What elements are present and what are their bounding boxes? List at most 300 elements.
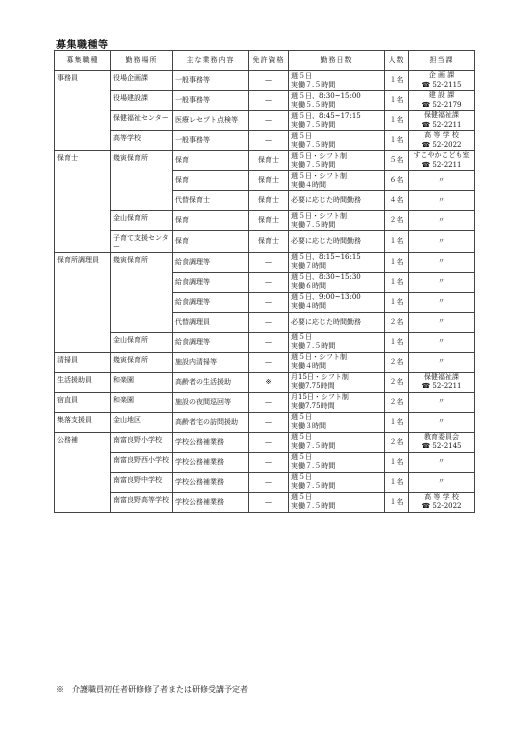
count-cell-line: １名 <box>389 236 404 245</box>
qualification-cell-line: — <box>265 357 272 366</box>
days-cell-line: 実働４時間 <box>291 302 326 310</box>
work-cell <box>173 312 249 332</box>
contact-cell <box>409 191 475 211</box>
table-row <box>55 392 475 412</box>
count-cell <box>385 91 409 111</box>
table-row <box>55 492 475 512</box>
work-cell-line: 一般事務等 <box>175 96 210 105</box>
contact-cell <box>409 231 475 253</box>
work-cell <box>173 91 249 111</box>
work-cell <box>173 151 249 171</box>
contact-cell-line: ☎ 52-2211 <box>421 120 462 129</box>
contact-cell-line: ☎ 52-2211 <box>421 160 462 169</box>
job-cell-line: 宿直員 <box>57 395 78 404</box>
work-cell <box>173 171 249 191</box>
header-days: 勤務日数 <box>289 51 385 71</box>
count-cell <box>385 312 409 332</box>
days-cell <box>289 91 385 111</box>
count-cell <box>385 171 409 191</box>
place-cell-line: 幾寅保育所 <box>113 255 148 264</box>
qualification-cell-line: ※ <box>265 377 272 386</box>
days-cell <box>289 412 385 432</box>
days-cell <box>289 372 385 392</box>
work-cell-line: 給食調理等 <box>175 277 210 286</box>
page-title: 募集職種等 <box>56 40 109 51</box>
place-cell <box>111 472 173 492</box>
place-cell <box>111 432 173 452</box>
work-cell-line: 学校公務補業務 <box>175 477 224 486</box>
work-cell <box>173 352 249 372</box>
contact-cell-line: 〃 <box>438 236 445 245</box>
header-count: 人数 <box>385 51 409 71</box>
job-cell <box>55 71 111 151</box>
count-cell <box>385 111 409 131</box>
header-job: 募集職種 <box>55 51 111 71</box>
place-cell <box>111 231 173 253</box>
qualification-cell-line: — <box>265 457 272 466</box>
days-cell-line: 週５日 <box>291 333 312 342</box>
contact-cell <box>409 71 475 91</box>
contact-cell <box>409 171 475 191</box>
qualification-cell-line: — <box>265 257 272 266</box>
days-cell-line: 週５日・シフト制 <box>291 151 347 160</box>
work-cell <box>173 252 249 272</box>
contact-cell <box>409 472 475 492</box>
days-cell-line: 週５日 <box>291 413 312 422</box>
days-cell-line: 実働４時間 <box>291 362 326 370</box>
qualification-cell-line: 保育士 <box>258 236 279 245</box>
work-cell-line: 代替保育士 <box>175 196 210 205</box>
table-row <box>55 372 475 392</box>
place-cell <box>111 332 173 352</box>
count-cell <box>385 492 409 512</box>
contact-cell-line: 教育委員会 <box>424 432 459 441</box>
job-cell <box>55 412 111 432</box>
work-cell-line: 医療レセプト点検等 <box>175 116 238 125</box>
count-cell-line: １名 <box>389 116 404 125</box>
place-cell-line: 役場企画課 <box>113 74 148 82</box>
days-cell-line: 実働7.75時間 <box>291 402 335 410</box>
work-cell-line: 学校公務補業務 <box>175 497 224 506</box>
days-cell <box>289 171 385 191</box>
count-cell-line: １名 <box>389 477 404 486</box>
place-cell <box>111 91 173 111</box>
count-cell <box>385 272 409 292</box>
qualification-cell-line: 保育士 <box>258 216 279 225</box>
work-cell-line: 一般事務等 <box>175 76 210 85</box>
count-cell <box>385 412 409 432</box>
contact-cell-line: 〃 <box>438 297 445 306</box>
days-cell-line: 実働７.５時間 <box>291 140 336 149</box>
count-cell <box>385 252 409 272</box>
table-row <box>55 111 475 131</box>
count-cell <box>385 211 409 231</box>
work-cell-line: 給食調理等 <box>175 257 210 266</box>
days-cell-line: 週５日 <box>291 493 312 502</box>
days-cell <box>289 352 385 372</box>
place-cell-line: 金山保育所 <box>113 214 148 222</box>
days-cell-line: 実働７.５時間 <box>291 502 336 510</box>
days-cell <box>289 272 385 292</box>
job-cell-line: 公務補 <box>57 435 78 444</box>
days-cell-line: 週５日 <box>291 131 312 140</box>
table-row <box>55 211 475 231</box>
work-cell <box>173 131 249 151</box>
qualification-cell <box>249 231 289 253</box>
days-cell <box>289 472 385 492</box>
work-cell-line: 学校公務補業務 <box>175 457 224 466</box>
days-cell-line: 実働７.５時間 <box>291 342 336 350</box>
work-cell-line: 高齢者宅の訪問援助 <box>175 417 238 426</box>
place-cell-line: 南富良野小学校 <box>113 435 162 444</box>
days-cell-line: 週５日・シフト制 <box>291 171 347 180</box>
qualification-cell <box>249 151 289 171</box>
qualification-cell-line: 保育士 <box>258 156 279 165</box>
header-place: 勤務場所 <box>111 51 173 71</box>
contact-cell <box>409 111 475 131</box>
place-cell-line: 保健福祉センター <box>113 114 169 122</box>
days-cell-line: 実働７.５時間 <box>291 462 336 470</box>
qualification-cell <box>249 452 289 472</box>
work-cell <box>173 432 249 452</box>
qualification-cell-line: — <box>265 277 272 286</box>
days-cell-line: 実働７.５時間 <box>291 482 336 490</box>
days-cell-line: 週５日 <box>291 71 312 80</box>
days-cell-line: 週５日、8:15~16:15 <box>291 253 361 262</box>
header-work: 主な業務内容 <box>173 51 249 71</box>
place-cell-line: 幾寅保育所 <box>113 154 148 162</box>
contact-cell-line: 〃 <box>438 357 445 366</box>
job-cell-line: 保育士 <box>57 154 78 162</box>
work-cell-line: 施設内清掃等 <box>175 357 217 366</box>
count-cell-line: ２名 <box>389 216 404 225</box>
count-cell <box>385 472 409 492</box>
work-cell <box>173 472 249 492</box>
count-cell-line: ２名 <box>389 317 404 326</box>
days-cell <box>289 191 385 211</box>
work-cell <box>173 392 249 412</box>
place-cell-line: 南富良野中学校 <box>113 475 162 484</box>
job-cell-line: 事務員 <box>57 74 78 82</box>
table-row <box>55 432 475 452</box>
work-cell <box>173 332 249 352</box>
qualification-cell-line: — <box>265 397 272 406</box>
contact-cell <box>409 332 475 352</box>
contact-cell <box>409 131 475 151</box>
contact-cell-line: 〃 <box>438 477 445 486</box>
work-cell <box>173 191 249 211</box>
qualification-cell <box>249 91 289 111</box>
qualification-cell-line: — <box>265 417 272 426</box>
job-cell-line: 生活援助員 <box>57 375 92 384</box>
contact-cell-line: ☎ 52-2179 <box>421 100 462 109</box>
days-cell <box>289 111 385 131</box>
job-cell <box>55 252 111 352</box>
contact-cell-line: 〃 <box>438 277 445 286</box>
work-cell-line: 高齢者の生活援助 <box>175 377 231 386</box>
days-cell-line: 週５日、8:30~15:00 <box>291 91 361 100</box>
table-row <box>55 131 475 151</box>
days-cell-line: 週５日、8:30~15:30 <box>291 273 361 282</box>
contact-cell-line: ☎ 52-2022 <box>421 140 462 149</box>
count-cell <box>385 71 409 91</box>
qualification-cell <box>249 412 289 432</box>
work-cell-line: 給食調理等 <box>175 337 210 346</box>
contact-cell-line: ☎ 52-2211 <box>421 382 462 390</box>
table-row <box>55 352 475 372</box>
qualification-cell-line: — <box>265 96 272 105</box>
contact-cell-line: 高 等 学 校 <box>424 492 459 501</box>
days-cell-line: 必要に応じた時間勤務 <box>291 236 361 245</box>
contact-cell <box>409 392 475 412</box>
place-cell <box>111 452 173 472</box>
days-cell <box>289 211 385 231</box>
place-cell-line: 南富良野西小学校 <box>113 455 169 464</box>
days-cell-line: 週５日 <box>291 433 312 442</box>
place-cell <box>111 392 173 412</box>
header-contact: 担当課 <box>409 51 475 71</box>
count-cell <box>385 131 409 151</box>
qualification-cell-line: — <box>265 337 272 346</box>
table-row <box>55 472 475 492</box>
days-cell-line: 月15日・シフト制 <box>291 373 349 382</box>
table-row <box>55 151 475 171</box>
count-cell-line: ２名 <box>389 437 404 446</box>
table-row <box>55 452 475 472</box>
contact-cell-line: 保健福祉課 <box>424 111 459 120</box>
count-cell <box>385 432 409 452</box>
contact-cell-line: 〃 <box>438 195 445 204</box>
contact-cell-line: 〃 <box>438 175 445 184</box>
contact-cell <box>409 272 475 292</box>
count-cell <box>385 231 409 253</box>
job-cell-line: 清掃員 <box>57 355 78 364</box>
job-cell-line: 保育所調理員 <box>57 255 99 264</box>
qualification-cell-line: — <box>265 136 272 145</box>
contact-cell <box>409 252 475 272</box>
contact-cell-line: 〃 <box>438 457 445 466</box>
place-cell <box>111 111 173 131</box>
qualification-cell <box>249 171 289 191</box>
place-cell <box>111 352 173 372</box>
days-cell-line: 実働７.５時間 <box>291 120 336 129</box>
days-cell-line: 週５日 <box>291 453 312 462</box>
count-cell <box>385 352 409 372</box>
qualification-cell <box>249 332 289 352</box>
qualification-cell-line: — <box>265 76 272 85</box>
count-cell-line: １名 <box>389 257 404 266</box>
work-cell <box>173 111 249 131</box>
count-cell-line: ２名 <box>389 397 404 406</box>
qualification-cell-line: — <box>265 437 272 446</box>
job-cell <box>55 151 111 253</box>
qualification-cell <box>249 71 289 91</box>
count-cell-line: １名 <box>389 277 404 286</box>
qualification-cell <box>249 492 289 512</box>
count-cell-line: １名 <box>389 136 404 145</box>
work-cell-line: 一般事務等 <box>175 136 210 145</box>
contact-cell <box>409 211 475 231</box>
days-cell <box>289 392 385 412</box>
work-cell <box>173 292 249 312</box>
count-cell-line: ４名 <box>389 196 404 205</box>
days-cell-line: 週５日 <box>291 473 312 482</box>
contact-cell-line: 保健福祉課 <box>424 372 459 381</box>
contact-cell <box>409 91 475 111</box>
count-cell <box>385 392 409 412</box>
recruitment-table <box>54 50 475 513</box>
table-header-row <box>55 51 475 71</box>
work-cell <box>173 452 249 472</box>
work-cell <box>173 372 249 392</box>
contact-cell <box>409 151 475 171</box>
qualification-cell-line: — <box>265 317 272 326</box>
contact-cell-line: 〃 <box>438 317 445 326</box>
work-cell-line: 施設の夜間巡回等 <box>175 397 231 406</box>
days-cell-line: 実働7.75時間 <box>291 382 335 390</box>
qualification-cell <box>249 292 289 312</box>
place-cell <box>111 211 173 231</box>
days-cell <box>289 452 385 472</box>
contact-cell <box>409 412 475 432</box>
qualification-cell <box>249 252 289 272</box>
count-cell-line: ２名 <box>389 377 404 386</box>
place-cell-line: 和楽園 <box>113 375 134 384</box>
place-cell-line: 高等学校 <box>113 134 141 142</box>
days-cell <box>289 332 385 352</box>
place-cell <box>111 131 173 151</box>
contact-cell-line: 企 画 課 <box>428 71 455 80</box>
days-cell-line: 実働５.５時間 <box>291 100 336 109</box>
work-cell <box>173 71 249 91</box>
contact-cell-line: 〃 <box>438 215 445 224</box>
contact-cell-line: すこやかこども室 <box>413 151 470 160</box>
contact-cell <box>409 352 475 372</box>
qualification-cell-line: — <box>265 497 272 506</box>
count-cell <box>385 332 409 352</box>
contact-cell-line: 建 設 課 <box>428 91 455 100</box>
days-cell-line: 月15日・シフト制 <box>291 393 349 402</box>
days-cell <box>289 432 385 452</box>
work-cell-line: 保育 <box>175 156 189 165</box>
work-cell <box>173 231 249 253</box>
work-cell-line: 代替調理員 <box>175 317 210 326</box>
count-cell-line: ５名 <box>389 156 404 165</box>
contact-cell-line: 〃 <box>438 417 445 426</box>
job-cell-line: 集落支援員 <box>57 415 92 424</box>
count-cell <box>385 191 409 211</box>
qualification-cell <box>249 472 289 492</box>
job-cell <box>55 392 111 412</box>
job-cell <box>55 432 111 512</box>
count-cell-line: １名 <box>389 76 404 85</box>
header-qualification: 免許資格 <box>249 51 289 71</box>
qualification-cell <box>249 211 289 231</box>
contact-cell <box>409 492 475 512</box>
days-cell-line: 実働６時間 <box>291 282 326 290</box>
table-row <box>55 231 475 253</box>
contact-cell-line: 〃 <box>438 257 445 266</box>
work-cell-line: 保育 <box>175 176 189 185</box>
days-cell <box>289 312 385 332</box>
days-cell <box>289 292 385 312</box>
days-cell-line: 実働４時間 <box>291 180 326 189</box>
table-row <box>55 71 475 91</box>
table-row <box>55 412 475 432</box>
place-cell-line: 子育て支援センター <box>113 234 169 251</box>
qualification-cell-line: 保育士 <box>258 196 279 205</box>
work-cell <box>173 412 249 432</box>
days-cell-line: 週５日・シフト制 <box>291 353 347 362</box>
count-cell-line: ２名 <box>389 357 404 366</box>
contact-cell <box>409 372 475 392</box>
count-cell <box>385 292 409 312</box>
contact-cell <box>409 312 475 332</box>
count-cell-line: １名 <box>389 297 404 306</box>
qualification-cell <box>249 111 289 131</box>
qualification-cell-line: — <box>265 116 272 125</box>
contact-cell-line: ☎ 52-2022 <box>421 502 462 510</box>
count-cell <box>385 372 409 392</box>
job-cell <box>55 352 111 372</box>
days-cell <box>289 151 385 171</box>
place-cell <box>111 372 173 392</box>
contact-cell-line: 〃 <box>438 337 445 346</box>
contact-cell-line: ☎ 52-2115 <box>421 80 462 89</box>
place-cell <box>111 252 173 332</box>
days-cell-line: 週５日・シフト制 <box>291 211 347 220</box>
work-cell <box>173 211 249 231</box>
contact-cell-line: 高 等 学 校 <box>424 131 459 140</box>
count-cell-line: １名 <box>389 457 404 466</box>
count-cell-line: １名 <box>389 96 404 105</box>
place-cell-line: 和楽園 <box>113 395 134 404</box>
qualification-cell <box>249 372 289 392</box>
place-cell-line: 金山地区 <box>113 415 141 424</box>
work-cell-line: 学校公務補業務 <box>175 437 224 446</box>
place-cell <box>111 492 173 512</box>
count-cell <box>385 452 409 472</box>
count-cell-line: １名 <box>389 417 404 426</box>
qualification-cell <box>249 272 289 292</box>
work-cell-line: 給食調理等 <box>175 297 210 306</box>
count-cell-line: １名 <box>389 337 404 346</box>
qualification-cell <box>249 432 289 452</box>
footnote: ※ 介護職員初任者研修修了者または研修受講予定者 <box>56 685 248 694</box>
days-cell-line: 実働７.５時間 <box>291 80 336 89</box>
place-cell <box>111 412 173 432</box>
place-cell-line: 金山保育所 <box>113 335 148 344</box>
work-cell <box>173 492 249 512</box>
days-cell-line: 実働７.５時間 <box>291 220 336 229</box>
qualification-cell <box>249 352 289 372</box>
qualification-cell-line: — <box>265 297 272 306</box>
count-cell <box>385 151 409 171</box>
count-cell-line: １名 <box>389 497 404 506</box>
days-cell <box>289 492 385 512</box>
qualification-cell <box>249 131 289 151</box>
days-cell <box>289 71 385 91</box>
count-cell-line: ６名 <box>389 176 404 185</box>
contact-cell <box>409 432 475 452</box>
job-cell <box>55 372 111 392</box>
qualification-cell-line: 保育士 <box>258 176 279 185</box>
days-cell-line: 実働７時間 <box>291 262 326 270</box>
table-row <box>55 332 475 352</box>
qualification-cell <box>249 392 289 412</box>
days-cell-line: 実働７.５時間 <box>291 442 336 450</box>
contact-cell-line: 〃 <box>438 397 445 406</box>
